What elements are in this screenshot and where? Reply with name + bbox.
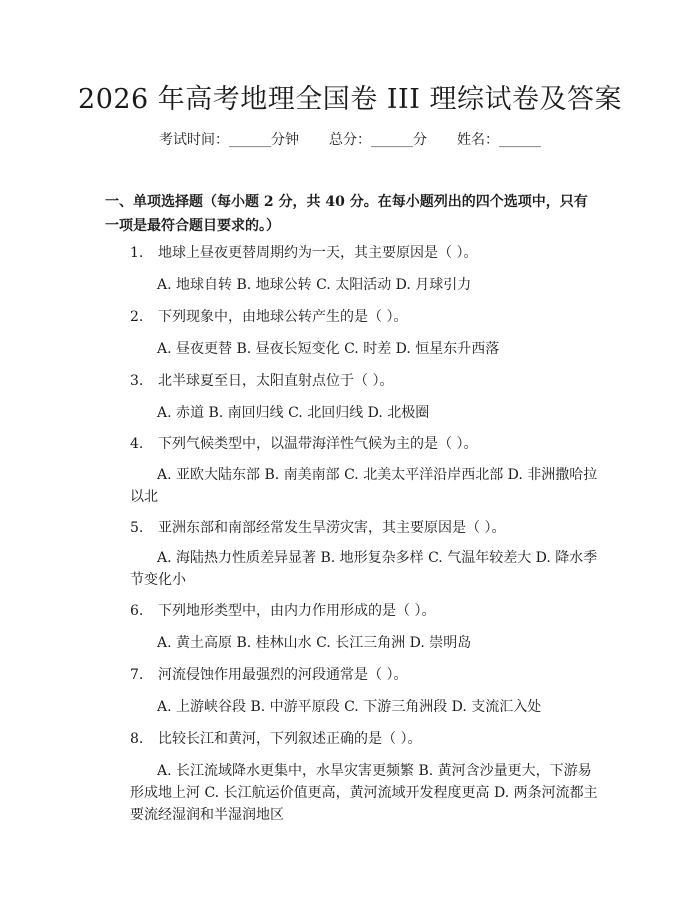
question-stem xyxy=(130,370,393,392)
question-text: 下列地形类型中，由内力作用形成的是（ ）。 xyxy=(158,603,436,619)
question-number: 7. xyxy=(130,667,144,683)
exam-meta xyxy=(0,130,700,150)
question-stem xyxy=(130,306,407,328)
question-number: 2. xyxy=(130,309,144,325)
question-text: 下列现象中，由地球公转产生的是（ ）。 xyxy=(158,309,408,325)
question-stem xyxy=(130,600,435,622)
question-text: 下列气候类型中，以温带海洋性气候为主的是（ ）。 xyxy=(158,436,478,452)
question-stem xyxy=(130,242,477,264)
exam-time-field: 考试时间：______分钟 xyxy=(159,132,299,148)
question-options: A. 海陆热力性质差异显著 B. 地形复杂多样 C. 气温年较差大 D. 降水季节变化小 xyxy=(130,550,598,588)
question-options: A. 昼夜更替 B. 昼夜长短变化 C. 时差 D. 恒星东升西落 xyxy=(157,341,500,357)
question-number: 4. xyxy=(130,436,144,452)
question-stem xyxy=(130,664,407,686)
question-options: A. 上游峡谷段 B. 中游平原段 C. 下游三角洲段 D. 支流汇入处 xyxy=(157,699,542,715)
question-options: A. 地球自转 B. 地球公转 C. 太阳活动 D. 月球引力 xyxy=(157,277,472,293)
question-options: A. 长江流域降水更集中，水旱灾害更频繁 B. 黄河含沙量更大，下游易形成地上河 C. 长江航运价值更高，黄河流域开发程度更高 D. 两条河流都主要流经湿润和半湿润地区 xyxy=(130,763,598,823)
question-stem xyxy=(130,517,505,539)
question-text: 地球上昼夜更替周期约为一天，其主要原因是（ ）。 xyxy=(158,245,478,261)
question-text: 河流侵蚀作用最强烈的河段通常是（ ）。 xyxy=(158,667,408,683)
question-text: 比较长江和黄河，下列叙述正确的是（ ）。 xyxy=(158,731,422,747)
question-number: 3. xyxy=(130,373,144,389)
question-stem xyxy=(130,433,477,455)
question-text: 北半球夏至日，太阳直射点位于（ ）。 xyxy=(158,373,394,389)
question-text: 亚洲东部和南部经常发生旱涝灾害，其主要原因是（ ）。 xyxy=(158,520,506,536)
section-heading: 一、单项选择题（每小题 2 分，共 40 分。在每小题列出的四个选项中，只有一项是最符合题目要求的。） xyxy=(105,194,588,234)
question-number: 5. xyxy=(130,520,144,536)
question-number: 6. xyxy=(130,603,144,619)
exam-title: 2026 年高考地理全国卷 III 理综试卷及答案 xyxy=(78,84,622,115)
total-score-field: 总分：______分 xyxy=(329,132,427,148)
question-stem xyxy=(130,728,421,750)
question-number: 1. xyxy=(130,245,144,261)
question-options: A. 黄土高原 B. 桂林山水 C. 长江三角洲 D. 崇明岛 xyxy=(157,635,472,651)
question-options: A. 赤道 B. 南回归线 C. 北回归线 D. 北极圈 xyxy=(157,405,430,421)
question-options: A. 亚欧大陆东部 B. 南美南部 C. 北美太平洋沿岸西北部 D. 非洲撒哈拉以北 xyxy=(130,467,598,505)
question-number: 8. xyxy=(130,731,144,747)
student-name-field: 姓名：______ xyxy=(457,132,541,148)
